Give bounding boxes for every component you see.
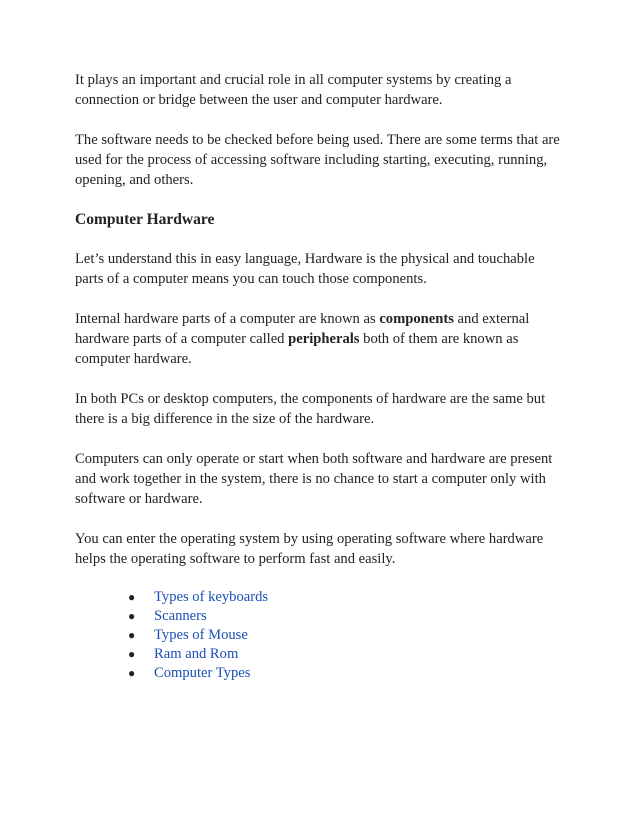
link-computer-types[interactable]: Computer Types xyxy=(154,665,251,681)
paragraph-operating-system: You can enter the operating system by using operating software where hardware helps the operating software to perform fast and easily. xyxy=(75,531,544,567)
list-item xyxy=(128,626,565,645)
text-segment: Internal hardware parts of a computer are known as xyxy=(75,311,380,327)
paragraph-work-together: Computers can only operate or start when both software and hardware are present and work together in the system, there is no chance to start a computer only with software or hardware. xyxy=(75,451,553,507)
paragraph-size-difference: In both PCs or desktop computers, the components of hardware are the same but there is a big difference in the size of the hardware. xyxy=(75,391,546,427)
bullet-icon: ● xyxy=(128,628,136,642)
link-types-of-keyboards[interactable]: Types of keyboards xyxy=(154,589,269,605)
list-item xyxy=(128,645,565,664)
paragraph-components-peripherals xyxy=(75,309,565,369)
paragraph-software-check: The software needs to be checked before being used. There are some terms that are used for the process of accessing software including starting, executing, running, opening, and others. xyxy=(75,132,560,188)
bullet-icon: ● xyxy=(128,666,136,680)
bold-term-peripherals: peripherals xyxy=(288,331,360,347)
list-item xyxy=(128,664,565,683)
document-body xyxy=(75,70,565,683)
link-ram-and-rom[interactable]: Ram and Rom xyxy=(154,646,239,662)
paragraph-software-role: It plays an important and crucial role in all computer systems by creating a connection or bridge between the user and computer hardware. xyxy=(75,72,512,108)
section-heading: Computer Hardware xyxy=(75,211,215,228)
bold-term-components: components xyxy=(379,311,454,327)
paragraph-hardware-definition: Let’s understand this in easy language, Hardware is the physical and touchable parts of a computer means you can touch those components. xyxy=(75,251,535,287)
list-item xyxy=(128,607,565,626)
related-links-list xyxy=(75,588,565,683)
text-segment: both of them are known as computer hardware. xyxy=(75,331,519,367)
link-scanners[interactable]: Scanners xyxy=(154,608,207,624)
link-types-of-mouse[interactable]: Types of Mouse xyxy=(154,627,248,643)
bullet-icon: ● xyxy=(128,590,136,604)
bullet-icon: ● xyxy=(128,647,136,661)
list-item xyxy=(128,588,565,607)
bullet-icon: ● xyxy=(128,609,136,623)
text-segment: and external hardware parts of a computer called xyxy=(75,311,530,347)
